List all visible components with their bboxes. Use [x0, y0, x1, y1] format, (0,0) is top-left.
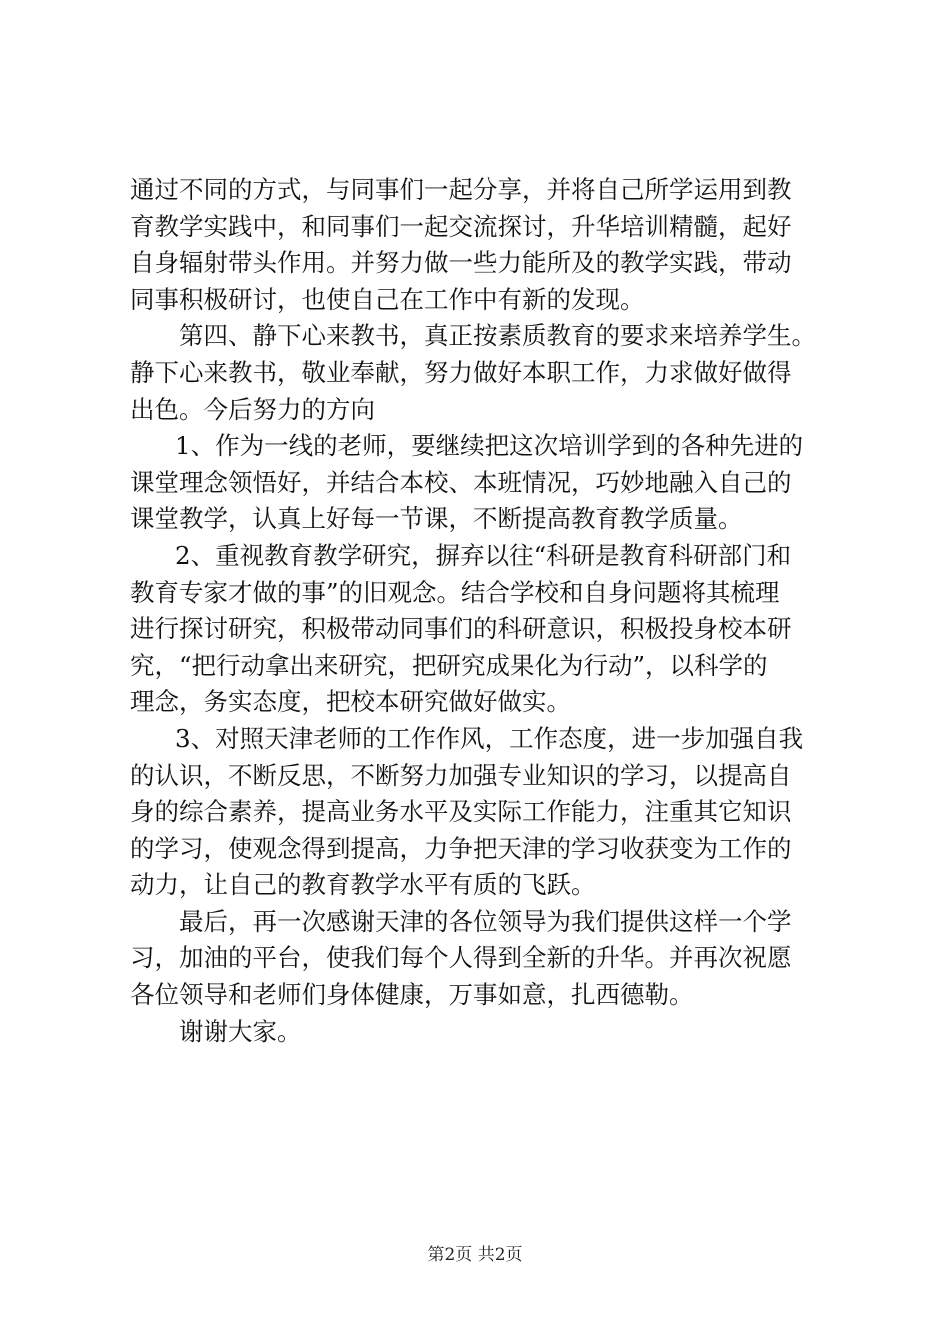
text-line: 究，“把行动拿出来研究，把研究成果化为行动”，以科学的	[130, 650, 768, 680]
text-line: 2、重视教育教学研究，摒弃以往“科研是教育科研部门和	[175, 540, 792, 570]
text-line: 谢谢大家。	[179, 1016, 302, 1046]
text-line: 课堂教学，认真上好每一节课，不断提高教育教学质量。	[130, 504, 743, 534]
document-body	[130, 172, 850, 1050]
text-line: 3、对照天津老师的工作作风，工作态度，进一步加强自我	[175, 723, 804, 753]
page-number-footer: 第2页 共2页	[427, 1245, 523, 1265]
text-line: 的认识，不断反思，不断努力加强专业知识的学习，以提高自	[130, 760, 792, 790]
text-line: 进行探讨研究，积极带动同事们的科研意识，积极投身校本研	[130, 614, 792, 644]
text-line: 育教学实践中，和同事们一起交流探讨，升华培训精髓，起好	[130, 211, 792, 241]
text-line: 最后，再一次感谢天津的各位领导为我们提供这样一个学	[179, 906, 792, 936]
text-line: 通过不同的方式，与同事们一起分享，并将自己所学运用到教	[130, 175, 792, 204]
text-line: 1、作为一线的老师，要继续把这次培训学到的各种先进的	[175, 431, 804, 461]
text-line: 静下心来教书，敬业奉献，努力做好本职工作，力求做好做得	[130, 357, 792, 387]
text-line: 各位领导和老师们身体健康，万事如意，扎西德勒。	[130, 980, 694, 1010]
text-line: 同事积极研讨，也使自己在工作中有新的发现。	[130, 284, 645, 314]
text-line: 第四、静下心来教书，真正按素质教育的要求来培养学生。	[179, 321, 816, 351]
text-line: 出色。今后努力的方向	[130, 394, 375, 424]
text-line: 理念，务实态度，把校本研究做好做实。	[130, 687, 571, 717]
text-line: 习，加油的平台，使我们每个人得到全新的升华。并再次祝愿	[130, 943, 792, 973]
text-line: 身的综合素养，提高业务水平及实际工作能力，注重其它知识	[130, 797, 792, 827]
text-line: 的学习，使观念得到提高，力争把天津的学习收获变为工作的	[130, 833, 792, 863]
text-line: 自身辐射带头作用。并努力做一些力能所及的教学实践，带动	[130, 248, 792, 278]
text-line: 课堂理念领悟好，并结合本校、本班情况，巧妙地融入自己的	[130, 467, 792, 497]
text-line: 教育专家才做的事”的旧观念。结合学校和自身问题将其梳理	[130, 577, 780, 607]
text-line: 动力，让自己的教育教学水平有质的飞跃。	[130, 870, 596, 900]
